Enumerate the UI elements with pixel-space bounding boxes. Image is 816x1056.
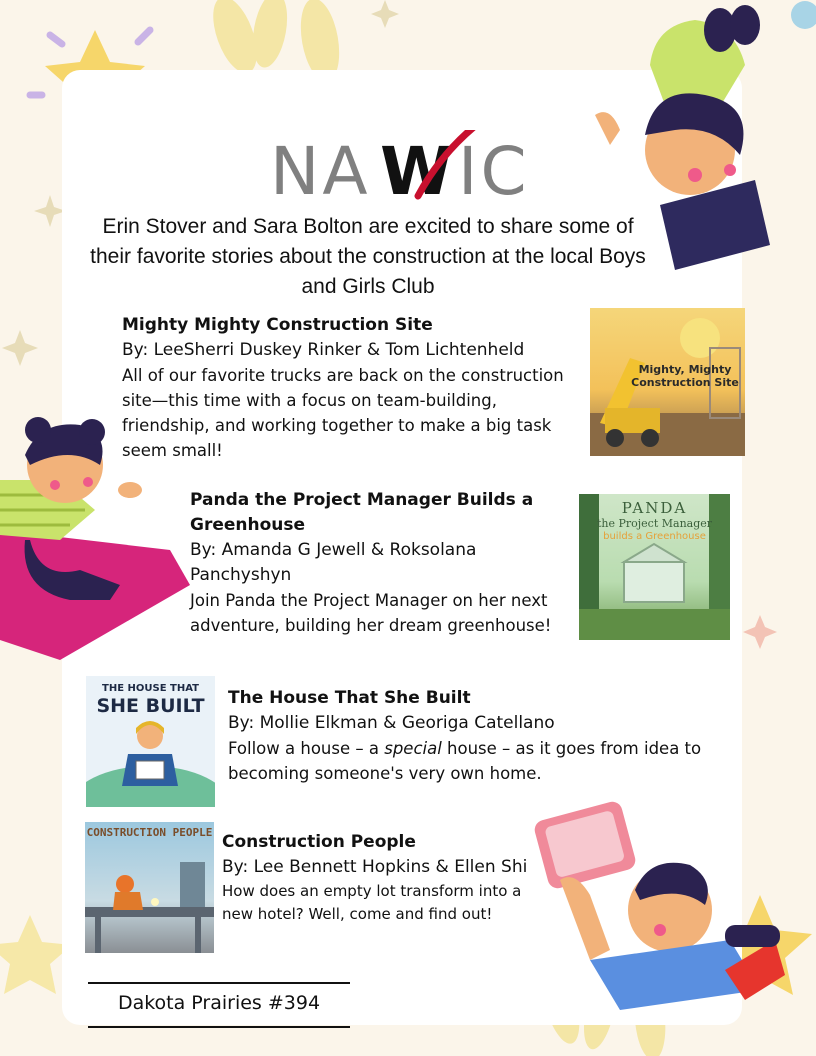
book-title: The House That She Built — [228, 688, 471, 708]
book-entry-3 — [228, 686, 718, 786]
book-entry-4 — [222, 830, 532, 926]
book-cover-panda — [579, 494, 730, 640]
nawic-logo — [270, 130, 540, 205]
book-cover-house-she-built — [86, 676, 215, 807]
svg-text:W: W — [380, 133, 453, 205]
book-description: Follow a house – a special house – as it goes from idea to becoming someone's very own home. — [228, 739, 702, 783]
book-description: Join Panda the Project Manager on her next adventure, building her dream greenhouse! — [190, 591, 552, 635]
boy-with-book-illustration — [530, 800, 790, 1030]
book-title: Panda the Project Manager Builds a Greenhouse — [190, 490, 534, 535]
footer-box — [88, 982, 350, 1028]
book-title: Mighty Mighty Construction Site — [122, 315, 433, 335]
book-authors: By: Amanda G Jewell & Roksolana Panchyshyn — [190, 540, 477, 585]
book-cover-title-line2: SHE BUILT — [96, 695, 205, 717]
book-entry-1 — [122, 313, 572, 463]
svg-text:IC: IC — [458, 133, 530, 205]
book-cover-title-line2: the Project Manager — [596, 517, 713, 530]
book-cover-construction-people — [85, 822, 214, 953]
book-entry-2 — [190, 488, 575, 638]
book-authors: By: LeeSherri Duskey Rinker & Tom Lichtenheld — [122, 340, 525, 360]
book-cover-art — [85, 822, 214, 953]
book-cover-title: Mighty, Mighty Construction Site — [631, 363, 739, 389]
book-cover-title-line3: builds a Greenhouse — [603, 531, 706, 542]
sparkle-icon — [743, 615, 777, 649]
book-cover-title-line1: PANDA — [621, 499, 688, 517]
book-authors: By: Lee Bennett Hopkins & Ellen Shi — [222, 857, 528, 877]
book-cover-title-line1: THE HOUSE THAT — [102, 683, 199, 694]
svg-text:NA: NA — [270, 133, 371, 205]
book-cover-mighty-mighty — [590, 308, 745, 456]
book-authors: By: Mollie Elkman & Georiga Catellano — [228, 713, 555, 733]
nawic-logo-mark — [270, 130, 540, 205]
book-cover-title: CONSTRUCTION PEOPLE — [86, 826, 213, 839]
book-description: How does an empty lot transform into a new hotel? Well, come and find out! — [222, 882, 522, 923]
book-title: Construction People — [222, 832, 416, 852]
intro-text: Erin Stover and Sara Bolton are excited to share some of their favorite stories about the construction at the local Boys and Girls Club — [90, 215, 646, 298]
book-description: All of our favorite trucks are back on the construction site—this time with a focus on team-building, friendship, and working together to make a big task seem small! — [122, 366, 564, 460]
footer-label: Dakota Prairies #394 — [117, 992, 321, 1014]
